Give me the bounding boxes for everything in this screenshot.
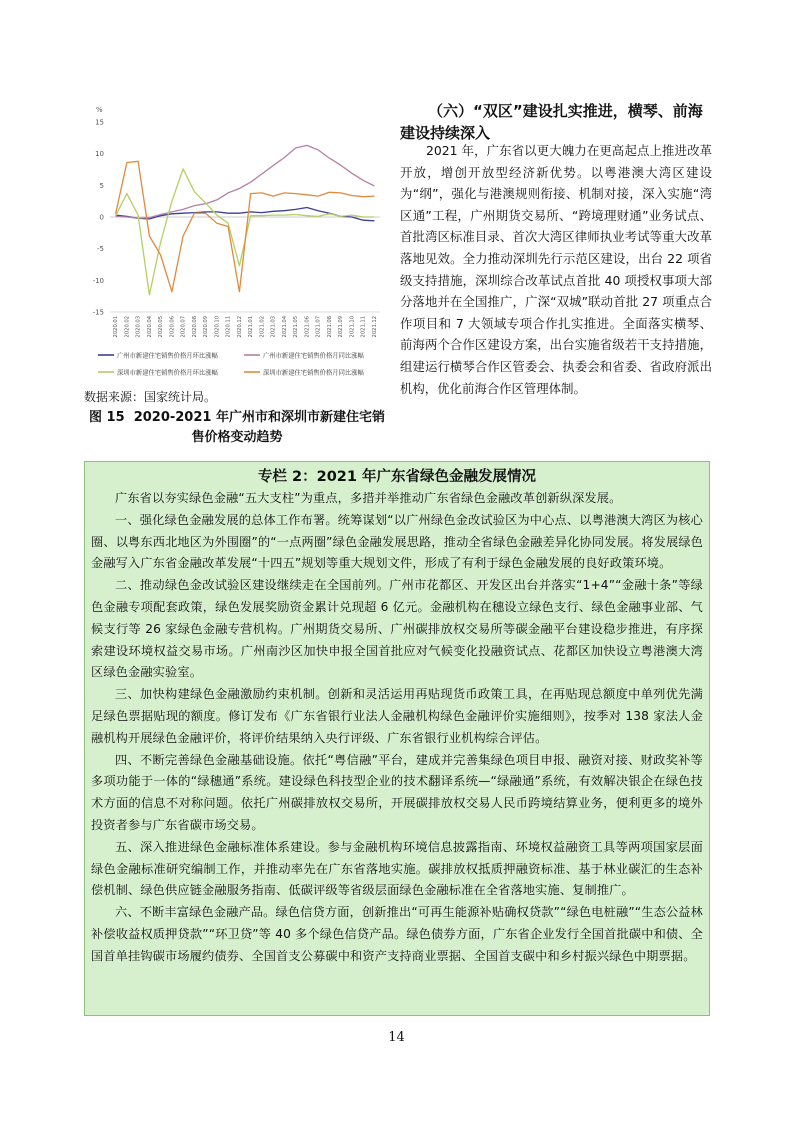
legend-label: 深圳市新建住宅销售价格月同比涨幅 xyxy=(263,369,364,377)
x-tick-label: 2020.11 xyxy=(225,316,232,338)
y-tick-label: 15 xyxy=(95,118,104,127)
x-tick-label: 2020.10 xyxy=(214,316,221,338)
series-line-3 xyxy=(116,169,375,295)
figure-number: 图 15 xyxy=(89,410,125,425)
chart-svg xyxy=(84,100,390,390)
legend-label: 深圳市新建住宅销售价格月环比涨幅 xyxy=(117,369,218,377)
box-paragraph: 二、推动绿色金改试验区建设继续走在全国前列。广州市花都区、开发区出台并落实“1+4”“金融十条”等绿色金融专项配套政策，绿色发展奖励资金累计兑现超 6 亿元。金融机构在穗设立绿色支行、绿色金融事业部、气候支行等 26 家绿色金融专营机构。广州期货交易所、广州碳排放权交易所等碳金融平台建设稳步推进，有序探索建设环境权益交易市场。广州南沙区加快申报全国首批应对气候变化投融资试点、花都区加快设立粤港澳大湾区绿色金融实验室。 xyxy=(91,578,703,680)
figure-caption xyxy=(84,408,390,448)
y-tick-label: -15 xyxy=(92,308,104,317)
x-tick-label: 2021.07 xyxy=(315,316,322,338)
x-tick-label: 2021.10 xyxy=(349,316,356,338)
x-tick-label: 2020.02 xyxy=(124,316,131,338)
y-tick-label: -5 xyxy=(97,245,104,254)
y-tick-label: 10 xyxy=(95,150,104,159)
y-tick-label: 5 xyxy=(99,181,104,190)
x-tick-label: 2020.12 xyxy=(236,316,243,338)
data-source: 数据来源：国家统计局。 xyxy=(84,390,217,404)
x-tick-label: 2021.01 xyxy=(248,316,255,338)
series-line-1 xyxy=(116,208,375,221)
box-paragraph: 三、加快构建绿色金融激励约束机制。创新和灵活运用再贴现货币政策工具，在再贴现总额度中单列优先满足绿色票据贴现的额度。修订发布《广东省银行业法人金融机构绿色金融评价实施细则》，按季对 138 家法人金融机构开展绿色金融评价，将评价结果纳入央行评级、广东省银行业机构综合评估。 xyxy=(91,687,703,745)
x-tick-label: 2020.04 xyxy=(146,316,153,338)
green-finance-box xyxy=(84,461,710,1016)
figure-title: 2020-2021 年广州市和深圳市新建住宅销售价格变动趋势 xyxy=(133,410,385,445)
x-tick-label: 2020.08 xyxy=(191,316,198,338)
x-tick-label: 2020.03 xyxy=(135,316,142,338)
legend-label: 广州市新建住宅销售价格月同比涨幅 xyxy=(263,352,364,360)
y-tick-label: 0 xyxy=(99,213,104,222)
box-paragraph: 一、强化绿色金融发展的总体工作布署。统筹谋划“以广州绿色金改试验区为中心点、以粤港澳大湾区为核心圈、以粤东西北地区为外围圈”的“一点两圈”绿色金融发展思路，推动全省绿色金融差异化协同发展。将发展绿色金融写入广东省金融改革发展“十四五”规划等重大规划文件，形成了有利于绿色金融发展的良好政策环境。 xyxy=(91,512,703,571)
x-tick-label: 2020.07 xyxy=(180,316,187,338)
page-number: 14 xyxy=(388,1030,405,1045)
y-tick-label: -10 xyxy=(92,276,104,285)
legend-label: 广州市新建住宅销售价格月环比涨幅 xyxy=(117,352,218,360)
x-tick-label: 2021.03 xyxy=(270,316,277,338)
price-trend-chart xyxy=(84,100,390,390)
y-unit-label: % xyxy=(96,106,103,114)
x-tick-label: 2020.06 xyxy=(169,316,176,338)
x-tick-label: 2021.09 xyxy=(338,316,345,338)
x-tick-label: 2021.05 xyxy=(293,316,300,338)
box-paragraph: 广东省以夯实绿色金融“五大支柱”为重点，多措并举推动广东省绿色金融改革创新纵深发展。 xyxy=(115,491,622,505)
x-tick-label: 2021.06 xyxy=(304,316,311,338)
x-tick-label: 2021.04 xyxy=(281,316,288,338)
x-tick-label: 2021.08 xyxy=(326,316,333,338)
series-line-2 xyxy=(116,145,375,218)
x-tick-label: 2020.01 xyxy=(113,316,120,338)
x-tick-label: 2021.12 xyxy=(371,316,378,338)
section-title: （六）“双区”建设扎实推进，横琴、前海建设持续深入 xyxy=(400,102,703,142)
x-tick-label: 2021.11 xyxy=(360,316,367,338)
x-tick-label: 2021.02 xyxy=(259,316,266,338)
section-paragraph: 2021 年，广东省以更大魄力在更高起点上推进改革开放，增创开放型经济新优势。以粤港澳大湾区建设为“纲”，强化与港澳规则衔接、机制对接，深入实施“湾区通”工程，广州期货交易所、“跨境理财通”业务试点、首批湾区标准目录、首次大湾区律师执业考试等重大改革落地见效。全力推动深圳先行示范区建设，出台 22 项省级支持措施，深圳综合改革试点首批 40 项授权事项大部分落地并在全国推广，广深“双城”联动首批 27 项重点合作项目和 7 大领域专项合作扎实推进。全面落实横琴、前海两个合作区建设方案，出台实施省级若干支持措施，组建运行横琴合作区管委会、执委会和省委、省政府派出机构，优化前海合作区管理体制。 xyxy=(400,143,712,396)
x-tick-label: 2020.09 xyxy=(203,316,210,338)
box-paragraph: 六、不断丰富绿色金融产品。绿色信贷方面，创新推出“可再生能源补贴确权贷款”“绿色电桩融”“生态公益林补偿收益权质押贷款”“环卫贷”等 40 多个绿色信贷产品。绿色债券方面，广东省企业发行全国首批碳中和债、全国首单挂钩碳市场履约债券、全国首支公募碳中和资产支持商业票据、全国首支碳中和乡村振兴绿色中期票据。 xyxy=(91,905,703,963)
box-title: 专栏 2：2021 年广东省绿色金融发展情况 xyxy=(257,469,537,485)
box-paragraph: 四、不断完善绿色金融基础设施。依托“粤信融”平台，建成并完善集绿色项目申报、融资对接、财政奖补等多项功能于一体的“绿穗通”系统。建设绿色科技型企业的技术翻译系统—“绿融通”系统，有效解决银企在绿色技术方面的信息不对称问题。依托广州碳排放权交易所，开展碳排放权交易人民币跨境结算业务，便利更多的境外投资者参与广东省碳市场交易。 xyxy=(91,752,703,832)
x-tick-label: 2020.05 xyxy=(158,316,165,338)
box-paragraph: 五、深入推进绿色金融标准体系建设。参与金融机构环境信息披露指南、环境权益融资工具等两项国家层面绿色金融标准研究编制工作，并推动率先在广东省落地实施。碳排放权抵质押融资标准、基于林业碳汇的生态补偿机制、绿色供应链金融服务指南、低碳评级等省级层面绿色金融标准在全省落地实施、复制推广。 xyxy=(91,839,703,898)
